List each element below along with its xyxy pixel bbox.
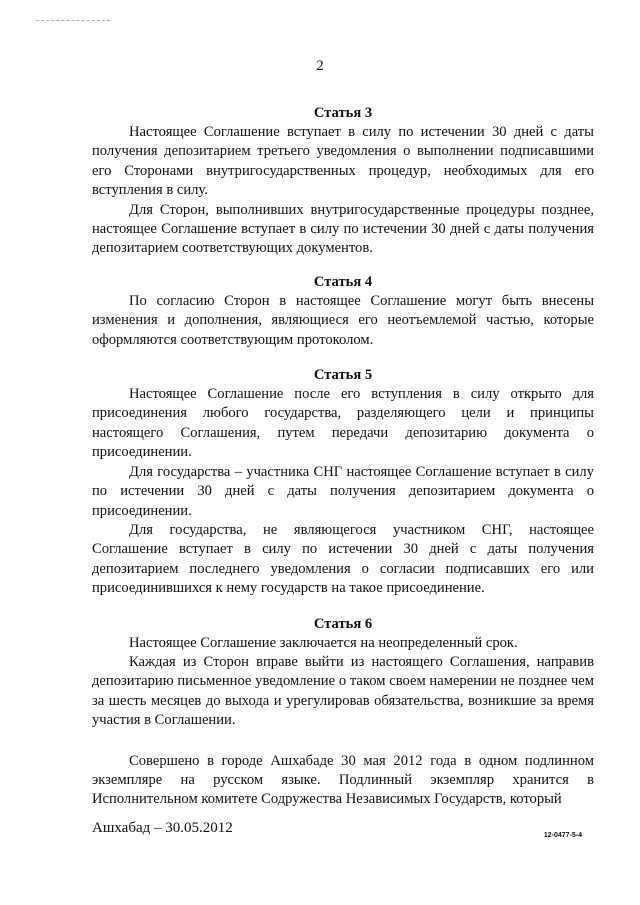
footer-document-code: 12-0477-5-4	[543, 832, 582, 839]
scan-artifact-mark	[36, 20, 110, 24]
article-3-paragraph-1: Настоящее Соглашение вступает в силу по истечении 30 дней с даты получения депозитарием третьего уведомления о выполнении подписавшими его Сторонами внутригосударственных процедур, необходимых для его вступления в силу.	[92, 124, 594, 199]
article-5-paragraph-2: Для государства – участника СНГ настоящее Соглашение вступает в силу по истечении 30 дней с даты получения депозитарием документа о присоединении.	[92, 463, 594, 519]
article-4-heading: Статья 4	[313, 273, 373, 290]
document-body	[92, 104, 594, 810]
article-3-heading: Статья 3	[313, 105, 373, 121]
article-6-paragraph-2: Каждая из Сторон вправе выйти из настоящего Соглашения, направив депозитарию письменное уведомление о таком своем намерении не позднее чем за шесть месяцев до выхода и урегулировав обязательства, возникшие за время участия в Соглашении.	[92, 653, 594, 729]
article-3-paragraph-2: Для Сторон, выполнивших внутригосударственные процедуры позднее, настоящее Соглашение вступает в силу по истечении 30 дней с даты получения депозитарием соответствующих документов.	[92, 201, 594, 257]
article-4-paragraph-1: По согласию Сторон в настоящее Соглашение могут быть внесены изменения и дополнения, являющиеся его неотъемлемой частью, которые оформляются соответствующим протоколом.	[92, 292, 594, 348]
article-5-paragraph-1: Настоящее Соглашение после его вступления в силу открыто для присоединения любого государства, разделяющего цели и принципы настоящего Соглашения, путем передачи депозитарию документа о присоединении.	[92, 386, 594, 461]
article-6-paragraph-1: Настоящее Соглашение заключается на неопределенный срок.	[129, 634, 518, 651]
article-5-heading: Статья 5	[313, 367, 373, 384]
closing-paragraph: Совершено в городе Ашхабаде 30 мая 2012 года в одном подлинном экземпляре на русском языке. Подлинный экземпляр хранится в Исполнительном комитете Содружества Независимых Государств, который	[92, 752, 594, 808]
footer-place-date: Ашхабад – 30.05.2012	[92, 820, 233, 836]
article-5-paragraph-3: Для государства, не являющегося участником СНГ, настоящее Соглашение вступает в силу по истечении 30 дней с даты получения депозитарием последнего уведомления о согласии подписавших его или присоединившихся к нему государств на такое присоединение.	[92, 521, 594, 597]
page-number: 2	[316, 58, 324, 74]
article-6-heading: Статья 6	[313, 615, 373, 632]
